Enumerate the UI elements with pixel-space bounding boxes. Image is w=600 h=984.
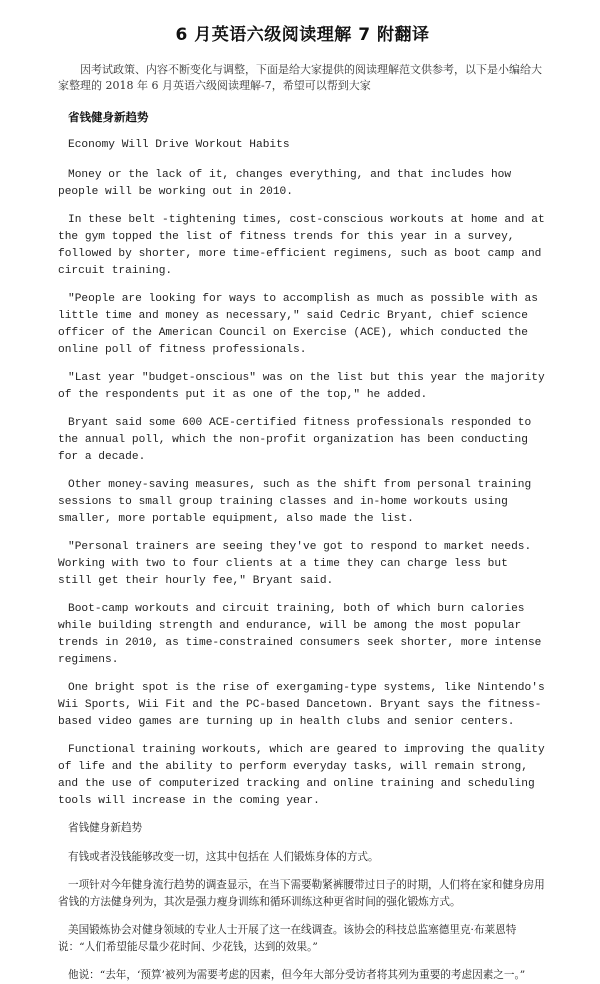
section-heading: 省钱健身新趋势	[68, 110, 149, 124]
translation-paragraph-3: 美国锻炼协会对健身领域的专业人士开展了这一在线调查。该协会的科技总监塞德里克·布莱恩特说：“人们希望能尽量少花时间、少花钱，达到的效果。”	[58, 924, 517, 953]
document-title: 6 月英语六级阅读理解 7 附翻译	[175, 25, 430, 45]
english-article-title: Economy Will Drive Workout Habits	[68, 139, 290, 151]
english-article	[58, 137, 547, 810]
intro-paragraph: 因考试政策、内容不断变化与调整，下面是给大家提供的阅读理解范文供参考，以下是小编给大家整理的 2018 年 6 月英语六级阅读理解-7，希望可以帮到大家	[58, 63, 542, 92]
article-paragraph-4: "Last year "budget-onscious" was on the list but this year the majority of the respondents put it as one of the top," he added.	[58, 372, 545, 401]
translation-title: 省钱健身新趋势	[68, 822, 143, 834]
article-paragraph-5: Bryant said some 600 ACE-certified fitness professionals responded to the annual poll, which the non-profit organization has been conducting for a decade.	[58, 417, 532, 463]
article-paragraph-10: Functional training workouts, which are geared to improving the quality of life and the ability to perform everyday tasks, will remain strong, and the use of computerized tracking and online training and scheduling tools will increase in the coming year.	[58, 744, 545, 807]
article-paragraph-7: "Personal trainers are seeing they've got to respond to market needs. Working with two to four clients at a time they can charge less but still get their hourly fee," Bryant said.	[58, 541, 532, 587]
article-paragraph-3: "People are looking for ways to accomplish as much as possible with as little time and money as necessary," said Cedric Bryant, chief science officer of the American Council on Exercise (ACE), which conducted the online poll of fitness professionals.	[58, 293, 538, 356]
article-paragraph-9: One bright spot is the rise of exergaming-type systems, like Nintendo's Wii Sports, Wii Fit and the PC-based Dancetown. Bryant says the fitness-based video games are turning up in health clubs and senior centers.	[58, 682, 545, 728]
article-paragraph-8: Boot-camp workouts and circuit training, both of which burn calories while building strength and endurance, will be among the most popular trends in 2010, as time-constrained consumers seek shorter, more intense regimens.	[58, 603, 542, 666]
article-paragraph-1: Money or the lack of it, changes everything, and that includes how people will be working out in 2010.	[58, 169, 512, 198]
article-paragraph-6: Other money-saving measures, such as the shift from personal training sessions to small group training classes and in-home workouts using smaller, more portable equipment, also made the list.	[58, 479, 532, 525]
translation-paragraph-2: 一项针对今年健身流行趋势的调查显示，在当下需要勒紧裤腰带过日子的时期，人们将在家和健身房用省钱的方法健身列为，其次是强力瘦身训练和循环训练这种更省时间的强化锻炼方式。	[58, 879, 545, 908]
article-paragraph-2: In these belt -tightening times, cost-conscious workouts at home and at the gym topped the list of fitness trends for this year in a survey, followed by shorter, more time-efficient regimens, such as boot camp and circuit training.	[58, 214, 545, 277]
translation-paragraph-1: 有钱或者没钱能够改变一切，这其中包括在 人们锻炼身体的方式。	[68, 850, 379, 863]
chinese-translation	[58, 820, 547, 984]
translation-paragraph-4: 他说：“去年，‘预算’被列为需要考虑的因素，但今年大部分受访者将其列为重要的考虑因素之一。”	[68, 969, 526, 981]
